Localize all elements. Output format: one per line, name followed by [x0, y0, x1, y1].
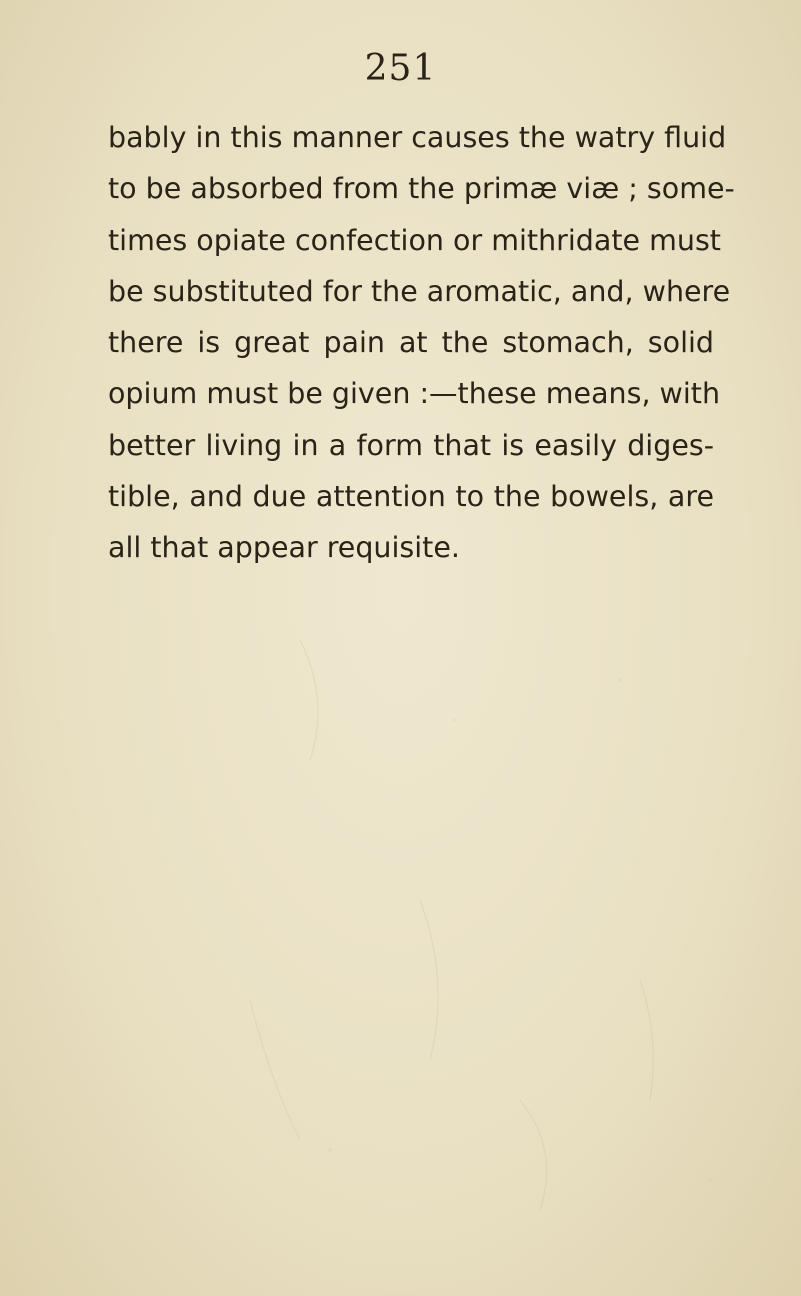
text-line: all that appear requisite.	[108, 531, 460, 565]
text-line: times opiate confection or mithridate must	[108, 223, 721, 257]
body-paragraph	[108, 112, 735, 574]
text-line: to be absorbed from the primæ viæ ; some-	[108, 172, 735, 206]
text-line: bably in this manner causes the watry fluid	[108, 121, 727, 154]
text-line: better living in a form that is easily diges-	[108, 428, 714, 462]
page-number: 251	[364, 48, 437, 89]
text-line: opium must be given :—these means, with	[108, 377, 721, 411]
text-line: there is great pain at the stomach, solid	[108, 326, 714, 360]
text-line: tible, and due attention to the bowels, are	[108, 480, 714, 514]
text-line: be substituted for the aromatic, and, where	[108, 274, 731, 308]
